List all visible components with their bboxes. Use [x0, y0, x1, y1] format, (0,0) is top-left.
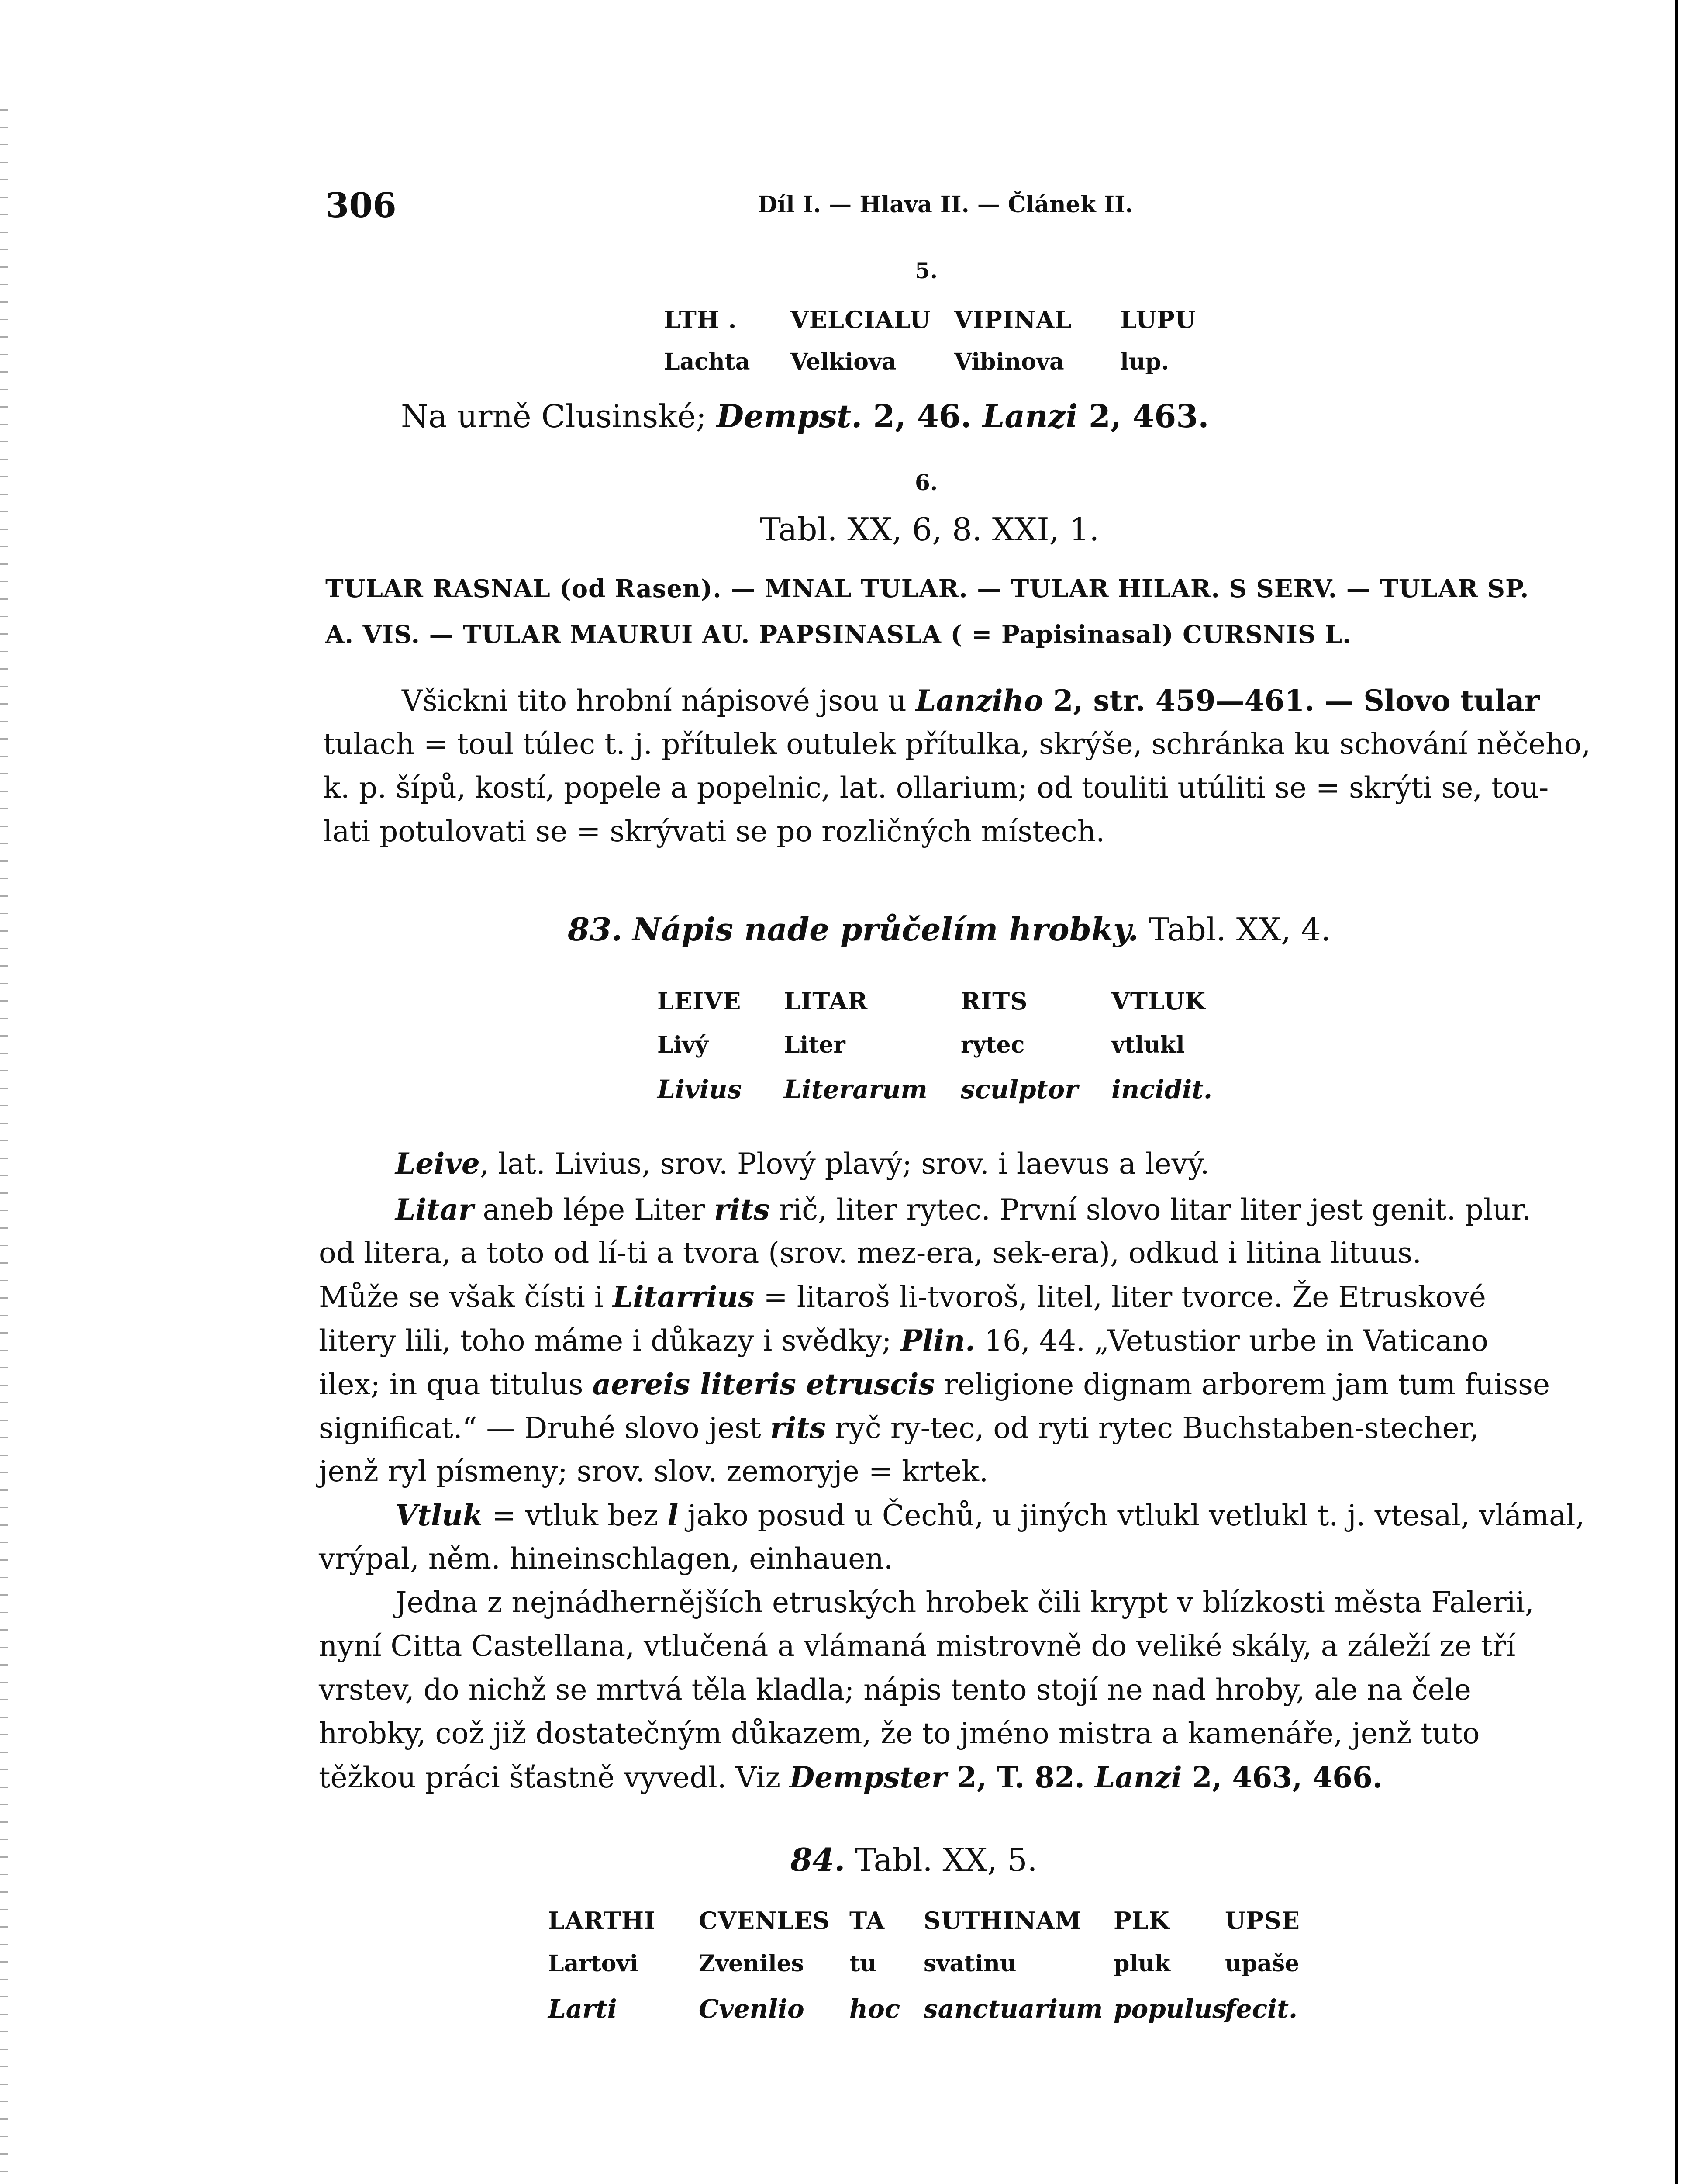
s5-czech-4: lup. — [1120, 349, 1169, 375]
s5-reference: Na urně Clusinské; Dempst. 2, 46. Lanzi 2, 463. — [401, 397, 1209, 435]
s84-latin-4: sanctuarium — [924, 1994, 1103, 2024]
s83-etruscan-3: RITS — [961, 987, 1028, 1015]
s83-etruscan-1: LEIVE — [657, 987, 742, 1015]
s84-etruscan-6: UPSE — [1225, 1907, 1300, 1935]
s84-czech-1: Lartovi — [548, 1950, 638, 1977]
s83-etruscan-2: LITAR — [784, 987, 868, 1015]
s83-p2-line5: ilex; in qua titulus aereis literis etruscis religione dignam arborem jam tum fuisse — [319, 1367, 1550, 1401]
s6-inscription-line2: A. VIS. — TULAR MAURUI AU. PAPSINASLA ( = Papisinasal) CURSNIS L. — [325, 620, 1352, 649]
s84-czech-2: Zveniles — [699, 1950, 804, 1977]
s6-inscription-line1: TULAR RASNAL (od Rasen). — MNAL TULAR. — TULAR HILAR. S SERV. — TULAR SP. — [325, 574, 1529, 603]
s84-latin-5: populus — [1114, 1994, 1227, 2024]
page-edge-right — [1675, 0, 1678, 2184]
s83-p2-line6: significat.“ — Druhé slovo jest rits ryč ry-tec, od ryti rytec Buchstaben-stecher, — [319, 1411, 1479, 1445]
s84-latin-3: hoc — [849, 1994, 900, 2024]
s84-czech-6: upaše — [1225, 1950, 1300, 1977]
s83-p4-line3: vrstev, do nichž se mrtvá těla kladla; nápis tento stojí ne nad hroby, ale na čele — [319, 1673, 1471, 1707]
s84-etruscan-4: SUTHINAM — [924, 1907, 1082, 1935]
s83-p2-line4: litery lili, toho máme i důkazy i svědky; Plin. 16, 44. „Vetustior urbe in Vaticano — [319, 1324, 1489, 1358]
s84-etruscan-2: CVENLES — [699, 1907, 830, 1935]
s5-czech-3: Vibinova — [954, 349, 1064, 375]
s83-latin-2: Literarum — [784, 1075, 928, 1104]
s84-latin-1: Larti — [548, 1994, 617, 2024]
s83-p4-line2: nyní Citta Castellana, vtlučená a vlámaná mistrovně do veliké skály, a záleží ze tří — [319, 1629, 1516, 1663]
s83-p2-line2: od litera, a toto od lí-ti a tvora (srov. mez-era, sek-era), odkud i litina lituus. — [319, 1236, 1422, 1270]
s6-tabl: Tabl. XX, 6, 8. XXI, 1. — [760, 511, 1100, 548]
s83-p2-line1: Litar aneb lépe Liter rits rič, liter rytec. První slovo litar liter jest genit. plur. — [395, 1192, 1531, 1227]
page-number: 306 — [325, 186, 397, 225]
s84-czech-5: pluk — [1114, 1950, 1170, 1977]
s6-para-line2: tulach = toul túlec t. j. přítulek outulek přítulka, skrýše, schránka ku schování něčeho, — [323, 727, 1591, 761]
s5-czech-1: Lachta — [664, 349, 750, 375]
section-6-number: 6. — [915, 470, 938, 495]
s84-etruscan-1: LARTHI — [548, 1907, 656, 1935]
s84-latin-2: Cvenlio — [699, 1994, 804, 2024]
section-84-heading: 84. Tabl. XX, 5. — [790, 1841, 1038, 1878]
s83-p3-line2: vrýpal, něm. hineinschlagen, einhauen. — [319, 1542, 893, 1576]
s83-p4-line1: Jedna z nejnádhernějších etruských hrobek čili krypt v blízkosti města Falerii, — [395, 1586, 1534, 1619]
s83-latin-1: Livius — [657, 1075, 742, 1104]
s6-para-line3: k. p. šípů, kostí, popele a popelnic, lat. ollarium; od touliti utúliti se = skrýti se, tou- — [323, 771, 1549, 805]
s83-p4-line4: hrobky, což již dostatečným důkazem, že to jméno mistra a kamenáře, jenž tuto — [319, 1717, 1480, 1750]
s84-latin-6: fecit. — [1225, 1994, 1298, 2024]
running-title: Díl I. — Hlava II. — Článek II. — [758, 191, 1133, 218]
s83-latin-3: sculptor — [961, 1075, 1078, 1104]
scan-binding-edge — [0, 109, 8, 2184]
s83-czech-1: Livý — [657, 1032, 708, 1058]
s84-etruscan-3: TA — [849, 1907, 885, 1935]
s84-etruscan-5: PLK — [1114, 1907, 1170, 1935]
s83-czech-3: rytec — [961, 1032, 1025, 1058]
s83-p2-line7: jenž ryl písmeny; srov. slov. zemoryje = krtek. — [319, 1455, 989, 1488]
s83-p4-line5: těžkou práci šťastně vyvedl. Viz Dempster 2, T. 82. Lanzi 2, 463, 466. — [319, 1760, 1383, 1794]
s83-czech-4: vtlukl — [1111, 1032, 1185, 1058]
s6-para-line4: lati potulovati se = skrývati se po rozličných místech. — [323, 815, 1105, 848]
s83-czech-2: Liter — [784, 1032, 845, 1058]
section-83-heading: 83. Nápis nade průčelím hrobky. Tabl. XX, 4. — [568, 911, 1331, 948]
s5-etruscan-2: VELCIALU — [790, 306, 931, 334]
s5-etruscan-4: LUPU — [1120, 306, 1196, 334]
s5-czech-2: Velkiova — [790, 349, 897, 375]
s5-etruscan-3: VIPINAL — [954, 306, 1072, 334]
s84-czech-3: tu — [849, 1950, 876, 1977]
s83-p1: Leive, lat. Livius, srov. Plový plavý; srov. i laevus a levý. — [395, 1147, 1210, 1181]
s5-etruscan-1: LTH . — [664, 306, 737, 334]
s83-latin-4: incidit. — [1111, 1075, 1213, 1104]
s83-p2-line3: Může se však čísti i Litarrius = litaroš li-tvoroš, litel, liter tvorce. Že Etruskové — [319, 1280, 1486, 1314]
s83-etruscan-4: VTLUK — [1111, 987, 1206, 1015]
section-5-number: 5. — [915, 258, 938, 283]
s84-czech-4: svatinu — [924, 1950, 1017, 1977]
s83-p3-line1: Vtluk = vtluk bez l jako posud u Čechů, u jiných vtlukl vetlukl t. j. vtesal, vlámal, — [395, 1498, 1585, 1532]
s6-para-line1: Všickni tito hrobní nápisové jsou u Lanziho 2, str. 459—461. — Slovo tular — [402, 684, 1540, 718]
